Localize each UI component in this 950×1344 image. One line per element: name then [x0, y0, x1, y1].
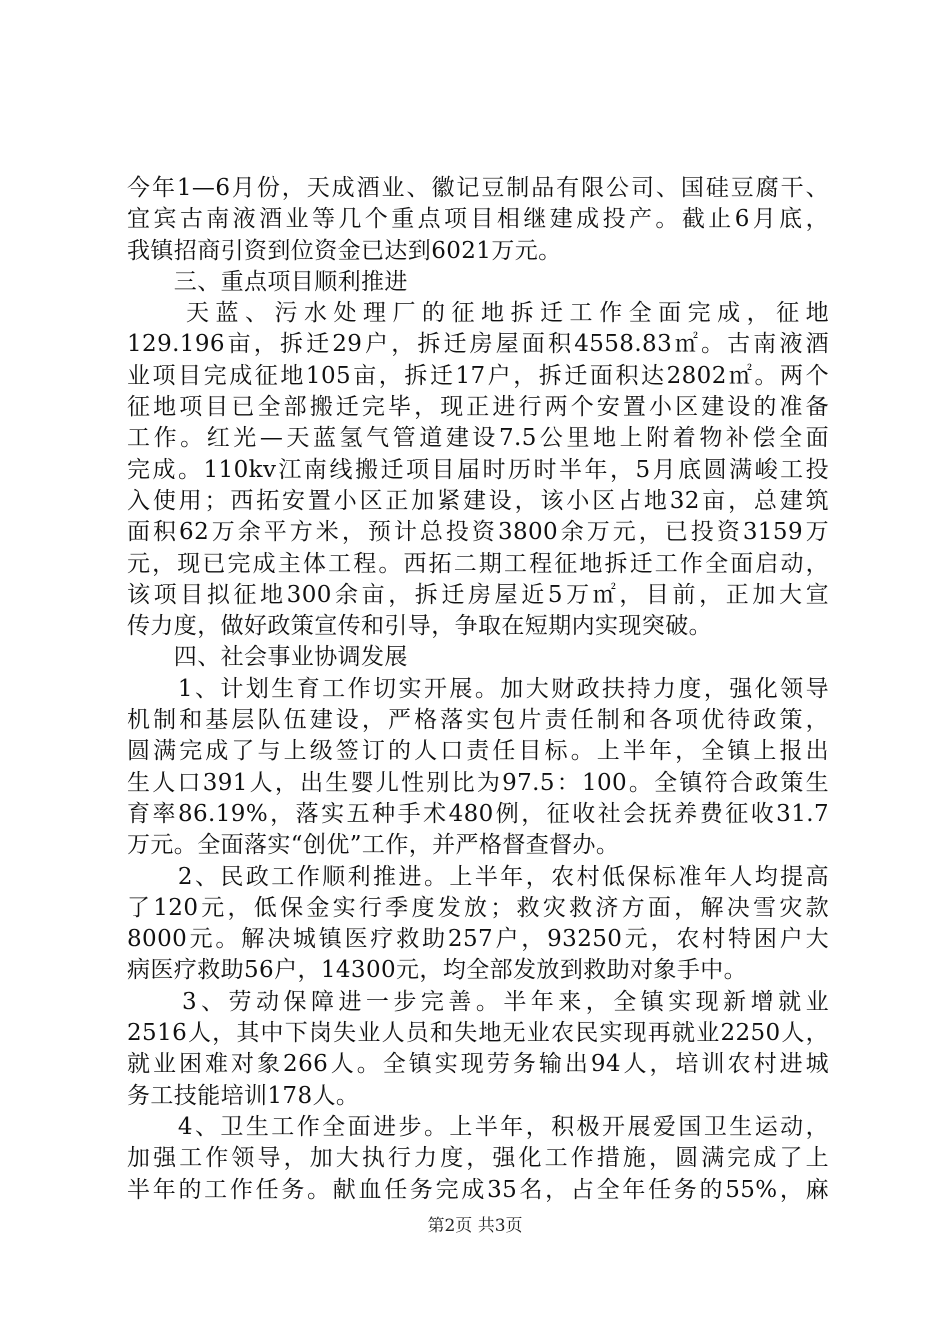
text-line: 3、劳动保障进一步完善。半年来，全镇实现新增就业 [127, 988, 829, 1015]
text-line: 了120元，低保金实行季度发放；救灾救济方面，解决雪灾款 [127, 894, 829, 921]
text-line: 病医疗救助56户，14300元，均全部发放到救助对象手中。 [127, 957, 748, 984]
text-line: 该项目拟征地300余亩，拆迁房屋近5万㎡，目前，正加大宣 [127, 581, 829, 608]
text-line: 入使用；西拓安置小区正加紧建设，该小区占地32亩，总建筑 [127, 487, 829, 514]
text-line: 元，现已完成主体工程。西拓二期工程征地拆迁工作全面启动， [127, 550, 829, 577]
body-text [127, 173, 829, 1206]
text-line: 工作。红光—天蓝氢气管道建设7.5公里地上附着物补偿全面 [127, 425, 829, 452]
text-line: 1、计划生育工作切实开展。加大财政扶持力度，强化领导 [127, 675, 829, 702]
text-line: 业项目完成征地105亩，拆迁17户，拆迁面积达2802㎡。两个 [127, 362, 829, 389]
text-line: 129.196亩，拆迁29户，拆迁房屋面积4558.83㎡。古南液酒 [127, 331, 829, 358]
text-line: 8000元。解决城镇医疗救助257户，93250元，农村特困户大 [127, 926, 829, 953]
text-line: 今年1—6月份，天成酒业、徽记豆制品有限公司、国硅豆腐干、 [127, 175, 829, 201]
text-line: 加强工作领导，加大执行力度，强化工作措施，圆满完成了上 [127, 1145, 829, 1172]
text-line: 天蓝、污水处理厂的征地拆迁工作全面完成，征地 [127, 300, 829, 327]
text-line: 完成。110kv江南线搬迁项目届时历时半年，5月底圆满峻工投 [127, 456, 829, 483]
text-line: 面积62万余平方米，预计总投资3800余万元，已投资3159万 [127, 519, 829, 546]
text-line: 我镇招商引资到位资金已达到6021万元。 [127, 237, 562, 264]
text-line: 机制和基层队伍建设，严格落实包片责任制和各项优待政策， [127, 707, 829, 734]
text-line: 生人口391人，出生婴儿性别比为97.5：100。全镇符合政策生 [127, 769, 829, 796]
text-line: 征地项目已全部搬迁完毕，现正进行两个安置小区建设的准备 [127, 394, 829, 421]
text-line: 2516人，其中下岗失业人员和失地无业农民实现再就业2250人， [127, 1020, 829, 1047]
section-heading: 三、重点项目顺利推进 [127, 268, 408, 295]
text-line: 传力度，做好政策宣传和引导，争取在短期内实现突破。 [127, 613, 712, 640]
text-line: 圆满完成了与上级签订的人口责任目标。上半年，全镇上报出 [127, 738, 829, 765]
text-line: 4、卫生工作全面进步。上半年，积极开展爱国卫生运动， [127, 1113, 829, 1140]
text-line: 就业困难对象266人。全镇实现劳务输出94人，培训农村进城 [127, 1051, 829, 1078]
text-line: 万元。全面落实“创优”工作，并严格督查督办。 [127, 832, 620, 859]
text-line: 2、民政工作顺利推进。上半年，农村低保标准年人均提高 [127, 863, 829, 890]
text-line: 务工技能培训178人。 [127, 1082, 360, 1109]
page-footer: 第2页 共3页 [427, 1216, 523, 1236]
text-line: 宜宾古南液酒业等几个重点项目相继建成投产。截止6月底， [127, 206, 829, 233]
section-heading: 四、社会事业协调发展 [127, 644, 408, 671]
text-line: 育率86.19%，落实五种手术480例，征收社会抚养费征收31.7 [127, 800, 829, 827]
text-line: 半年的工作任务。献血任务完成35名，占全年任务的55%，麻 [127, 1176, 829, 1203]
